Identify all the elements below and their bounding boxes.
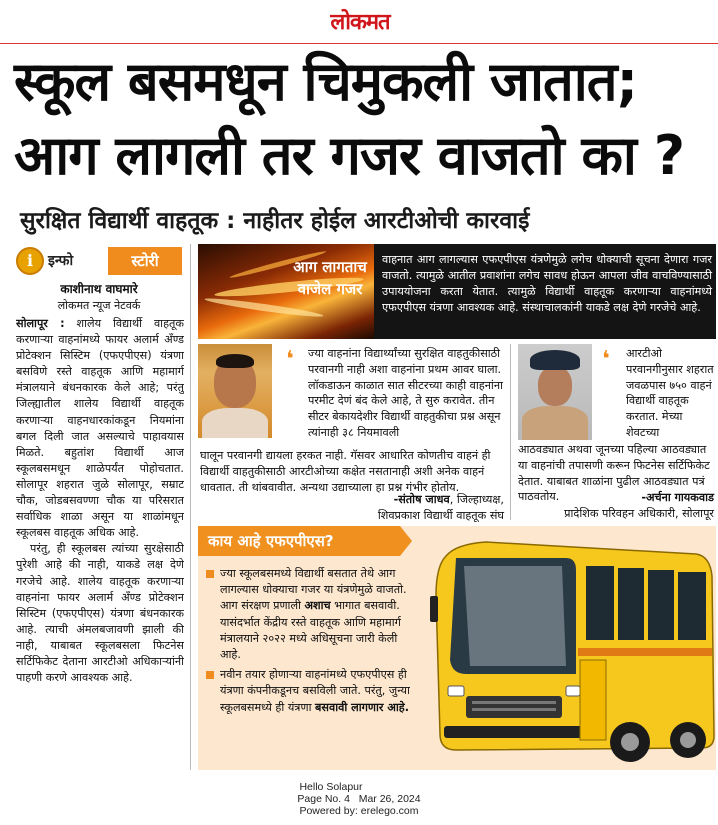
quote1-organisation: शिवप्रकाश विद्यार्थी वाहतूक संघ	[377, 508, 504, 522]
footer-page: Page No. 4	[297, 793, 350, 805]
faps-bullet-1	[206, 566, 420, 663]
school-bus-illustration	[426, 536, 716, 770]
faps-bullet-2-pre: नवीन तयार होणाऱ्या वाहनांमध्ये एफएपीएस ही यंत्रणा कंपनीकडूनच बसविली जाते. परंतु, जुन्या स्कूलबसमध्ये ही यंत्रणा	[220, 668, 410, 714]
quote1-text-bottom: घालून परवानगी द्यायला हरकत नाही. गॅसवर आधारित कोणतीच वाहनं ही विद्यार्थी वाहतुकीसाठी आरटीओच्या कक्षेत नसतानाही अशी अनेक वाहनं धावतात. ती थांबवावीत. अन्यथा उद्याच्याला हा प्रश्न गंभीर होतोय.	[200, 449, 491, 494]
quote2-signature	[518, 490, 714, 522]
quote1-text-top: ज्या वाहनांना विद्यार्थ्यांच्या सुरक्षित वाहतुकीसाठी परवानगी नाही अशा वाहनांना प्रथम आवर घाला. लॉकडाऊन काळात सात सीटरच्या काही वाहनांना परमीट देणं बंद केले आहे, ते सुरु करावेत. तीन सीटर बेकायदेशीर विद्यार्थी वाहतुकीचा प्रश्न असून त्यांनाही ३८ नियमावली	[308, 347, 503, 439]
quote2-name: -अर्चना गायकवाड	[641, 491, 714, 504]
quote-divider	[510, 344, 511, 520]
byline-author: काशीनाथ वाघमारे	[60, 282, 138, 296]
faps-info-box	[198, 526, 716, 770]
quote-mark-icon: ❛	[286, 347, 294, 372]
footer-page-date	[0, 793, 718, 805]
headline-line-1: स्कूल बसमधून चिमुकली जातात;	[14, 50, 638, 113]
footer-edition: Hello Solapur	[299, 781, 363, 793]
faps-box-title	[198, 526, 400, 556]
faps-bullets	[206, 566, 420, 720]
info-icon: i	[16, 247, 44, 275]
story-badge-label: स्टोरी	[108, 247, 182, 275]
subheadline: सुरक्षित विद्यार्थी वाहतूक : नाहीतर होईल आरटीओची कारवाई	[20, 208, 530, 234]
quote2-text-top: आरटीओ परवानगीनुसार शहरात जवळपास ७५० वाहनं विद्यार्थी वाहतूक करतात. मेच्या शेवटच्या	[626, 347, 714, 439]
fire-box-title: आग लागताच वाजेल गजर	[293, 258, 367, 298]
column-divider	[190, 244, 191, 770]
dateline: सोलापूर :	[16, 317, 65, 330]
quote-mark-icon: ❛	[602, 347, 610, 372]
main-story-para-2: परंतु, ही स्कूलबस त्यांच्या सुरक्षेसाठी पुरेशी आहे की नाही, याकडे लक्ष देणे गरजेचे आहे. शालेय वाहतूक करणाऱ्या वाहनांना फायर अलार्म अँण्ड प्रोटेक्शन सिस्टिम (एफएपीएस) यंत्रणा बंधनकारक आहे. त्याची अंमलबजावणी झाली की नाही, याबाबत स्कूलबसला फिटनेस सर्टिफिकेट देताना आरटीओ अधिकाऱ्यांनी पाहणी करणे आवश्यक आहे.	[16, 542, 184, 685]
faps-bullet-1-mid: भागात बसवावी. यासंदर्भात केंद्रीय रस्ते वाहतूक आणि महामार्ग मंत्रालयाने २०२२ मध्ये अधिसूचना जारी केली आहे.	[220, 599, 401, 662]
quote1-signature	[200, 492, 504, 524]
quote2-designation: प्रादेशिक परिवहन अधिकारी, सोलापूर	[564, 506, 714, 520]
footer	[0, 781, 718, 817]
main-story-para-1-text: शालेय विद्यार्थी वाहतूक करणाऱ्या वाहनांमध्ये फायर अलार्म अँण्ड प्रोटेक्शन सिस्टिम (एफएपीएस) यंत्रणा बसविणे रस्ते वाहतूक आणि महामार्ग मंत्रालयाने बंधनकारक केले आहे; परंतु जिल्ह्यातील शालेय विद्यार्थी वाहतूक करणाऱ्या वाहनधारकांकडून नियमांना बगल दिली जात असल्याचे पाहावयास मिळते. बहुतांश विद्यार्थी आज स्कूलबसमधून शाळेपर्यंत पोहोचतात. सोलापूर शहरात जुळे सोलापूर, सम्राट चौक, जोडबसवण्णा चौक या परिसरात सर्वाधिक शाळा असून या शाळांमधून स्कूलबस वाहतूक अधिक आहे.	[16, 317, 184, 540]
faps-bullet-2	[206, 667, 420, 716]
footer-powered[interactable]: Powered by: erelego.com	[299, 805, 419, 817]
info-story-badge	[16, 247, 182, 275]
fire-box-text: वाहनात आग लागल्यास एफएपीएस यंत्रणेमुळे लगेच धोक्याची सूचना देणारा गजर वाजतो. त्यामुळे आतील प्रवाशांना लगेच सावध होऊन आपला जीव वाचविण्यासाठी उपाययोजना करता येतात. त्यामुळे विद्यार्थी वाहतूक करणाऱ्या वाहनांमध्ये एफएपीएस यंत्रणा आवश्यक आहे. संस्थाचालकांनी याकडे लक्ष देणे गरजेचे आहे.	[382, 253, 712, 314]
faps-bullet-2-em: बसवावी लागणार आहे.	[315, 700, 409, 714]
quote-santosh-jadhav	[198, 346, 504, 522]
footer-date: Mar 26, 2024	[358, 793, 421, 805]
fire-alarm-box	[198, 244, 716, 339]
quote1-name: -संतोष जाधव	[393, 493, 450, 506]
masthead	[0, 0, 718, 44]
main-story-body	[16, 316, 184, 768]
quote-archana-gaikwad	[518, 346, 714, 522]
info-badge-label: इन्फो	[48, 253, 74, 269]
faps-bullet-1-pre: ज्या स्कूलबसमध्ये विद्यार्थी बसतात तेथे आग लागल्यास धोक्याचा गजर या यंत्रणेमुळे वाजतो. आग संरक्षण प्रणाली	[220, 567, 407, 613]
quote2-text-bottom: आठवड्यात अथवा जूनच्या पहिल्या आठवड्यात या वाहनांची तपासणी करून फिटनेस सर्टिफिकेट देतात. याबाबत शाळांना पुढील आठवड्यात पत्रं पाठवतोय.	[518, 443, 710, 504]
headline-line-2: आग लागली तर गजर वाजतो का ?	[14, 124, 685, 187]
main-story-para-1	[16, 316, 184, 541]
faps-box-title-text: काय आहे एफएपीएस?	[208, 532, 334, 550]
byline-agency: लोकमत न्यूज नेटवर्क	[57, 299, 141, 312]
faps-bullet-1-em: अशाच	[304, 599, 331, 613]
lokmat-logo: लोकमत	[330, 9, 390, 35]
quote1-designation: , जिल्हाध्यक्ष,	[449, 493, 504, 506]
